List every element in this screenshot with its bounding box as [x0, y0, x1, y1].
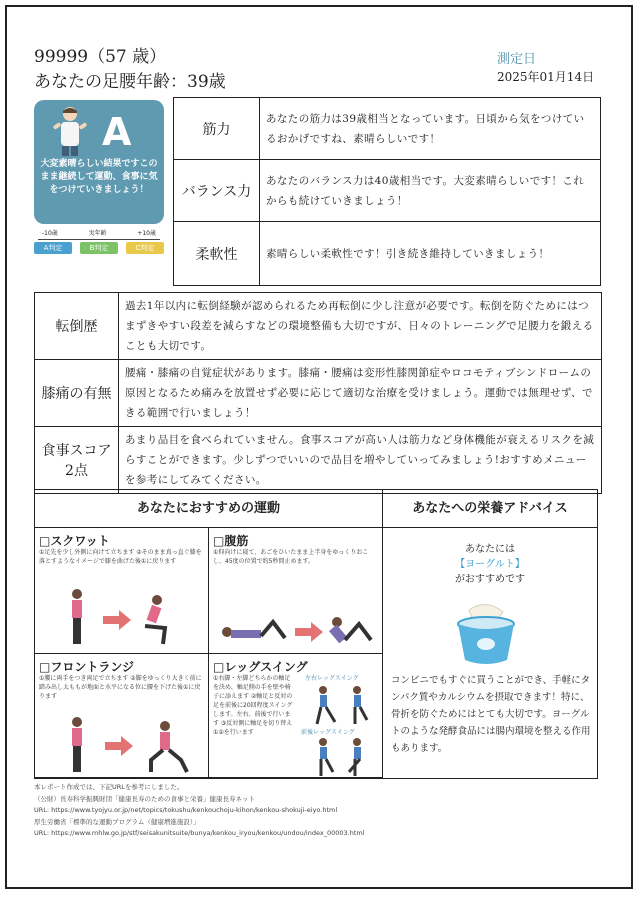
diet-score-value: 2点: [65, 463, 88, 479]
exercise-desc: ①腰に両手をつき両足で立ちます ②脚をゆっくり大きく前に踏み出し太ももが地面と水平になる位に腰を下げた後①に戻ります: [39, 675, 202, 700]
person-illustration: [50, 104, 90, 156]
exercise-title: □フロントランジ: [39, 660, 135, 674]
level-c: C判定: [126, 242, 164, 254]
recommended-food: 【ヨーグルト】: [455, 559, 525, 570]
nutrition-text: コンビニでもすぐに買うことができ、手軽にタンパク質やカルシウムを摂取できます！特に、骨折を防ぐためにはとても大切です。ヨーグルトのような発酵食品には腸内環境を整える作用もあります。: [391, 675, 591, 754]
exercise-squat: [35, 528, 209, 654]
foot-age: あなたの足腰年齢：39歳: [34, 72, 226, 92]
scale-tick: -10歳: [42, 230, 58, 237]
exercise-legswing: [209, 654, 383, 778]
reference-line: 厚生労働省「標準的な運動プログラム（健康増進施設）」: [34, 817, 200, 826]
exercise-title: □レッグスイング: [213, 660, 308, 674]
exercise-situp: [209, 528, 383, 654]
pain-label: 膝痛の有無: [35, 360, 119, 427]
legswing-illustration: [301, 684, 379, 778]
diet-score-title: 食事スコア: [41, 443, 112, 459]
reference-line: URL: https://www.tyojyu.or.jp/net/topics/tokushu/kenkouchoju-kihon/kenkou-shokuji-eiyo.html: [34, 806, 338, 814]
recommendation-section: [34, 489, 598, 779]
level-a: A判定: [34, 242, 72, 254]
squat-illustration: [65, 586, 185, 650]
age-scale: [34, 228, 164, 258]
level-b: B判定: [80, 242, 118, 254]
strength-text: あなたの筋力は39歳相当となっています。日頃から気をつけているおかげですね、素晴らしいです！: [260, 98, 601, 160]
reference-line: 本レポート作成では、下記URLを参考にしました。: [34, 783, 184, 791]
yogurt-icon: [451, 602, 521, 668]
date-label: 測定日: [497, 52, 537, 67]
balance-label: バランス力: [174, 160, 260, 222]
nutrition-heading: あなたへの栄養アドバイス: [383, 490, 597, 528]
patient-id-age: 99999（57 歳）: [34, 47, 167, 67]
nutrition-intro: [383, 542, 597, 587]
history-table: [34, 292, 602, 494]
scale-tick: 実年齢: [88, 230, 107, 237]
references: [34, 782, 604, 840]
grade-message: 大変素晴らしい結果ですこのまま継続して運動、食事に気をつけていきましょう！: [40, 159, 158, 195]
diet-score-label: [35, 427, 119, 494]
strength-label: 筋力: [174, 98, 260, 160]
exercise-heading: あなたにおすすめの運動: [35, 490, 383, 528]
ability-table: [173, 97, 601, 286]
swing-label: 前後レッグスイング: [301, 729, 355, 736]
nutrition-intro-2: がおすすめです: [454, 574, 526, 585]
exercise-title: □スクワット: [39, 534, 110, 548]
nutrition-intro-1: あなたには: [465, 544, 515, 555]
exercise-desc: ①右脚・左脚どちらかの軸足を決め、軸足側の手を壁や椅子に添えます ②軸足と反対の足を前後に20回程度スイングします。左右、前後で行います ③反対側に軸足を切り替え①②を行います: [213, 675, 293, 736]
exercise-lunge: [35, 654, 209, 778]
measurement-date: 2025年01月14日: [497, 70, 595, 84]
exercise-desc: ①足先を少し外側に向けて立ちます ②そのまま真っ直ぐ膝を落とすようなイメージで膝を曲げた後①に戻ります: [39, 549, 202, 565]
situp-illustration: [213, 608, 379, 652]
lunge-illustration: [65, 716, 195, 776]
fall-history-label: 転倒歴: [35, 293, 119, 360]
diet-score-text: あまり品目を食べられていません。食事スコアが高い人は筋力など身体機能が衰えるリスクを減らすことができます。少しずつでいいので品目を増やしていってみましょう!おすすめメニューを参考にしてみてください。: [119, 427, 602, 494]
fall-history-text: 過去1年以内に転倒経験が認められるため再転倒に少し注意が必要です。転倒を防ぐためにはつまずきやすい段差を減らすなどの環境整備も大切ですが、日々のトレーニングで足腰力を鍛えることも大切です。: [119, 293, 602, 360]
grade-letter: A: [102, 110, 132, 154]
swing-label: 左右レッグスイング: [305, 675, 359, 682]
exercise-desc: ①仰向けに寝て、あごをひいたまま上半身をゆっくりおこし、45度の位置で約5秒間止めます。: [213, 549, 369, 565]
exercise-title: □腹筋: [213, 534, 249, 548]
scale-tick: +10歳: [137, 230, 156, 237]
balance-text: あなたのバランス力は40歳相当です。大変素晴らしいです！これからも続けていきましょう！: [260, 160, 601, 222]
reference-line: URL: https://www.mhlw.go.jp/stf/seisakunitsuite/bunya/kenkou_iryou/kenkou/undou/index_00003.html: [34, 829, 365, 837]
reference-line: （公財）長寿科学振興財団「健康長寿のための食事と栄養」健康長寿ネット: [34, 794, 255, 803]
pain-text: 腰痛・膝痛の自覚症状があります。膝痛・腰痛は変形性膝関節症やロコモティブシンドロームの原因となるため痛みを放置せず必要に応じて適切な治療を受けましょう。運動では無理せず、できる範囲で行いましょう！: [119, 360, 602, 427]
grade-badge: [34, 100, 164, 224]
flexibility-label: 柔軟性: [174, 222, 260, 286]
flexibility-text: 素晴らしい柔軟性です！引き続き維持していきましょう！: [260, 222, 601, 286]
